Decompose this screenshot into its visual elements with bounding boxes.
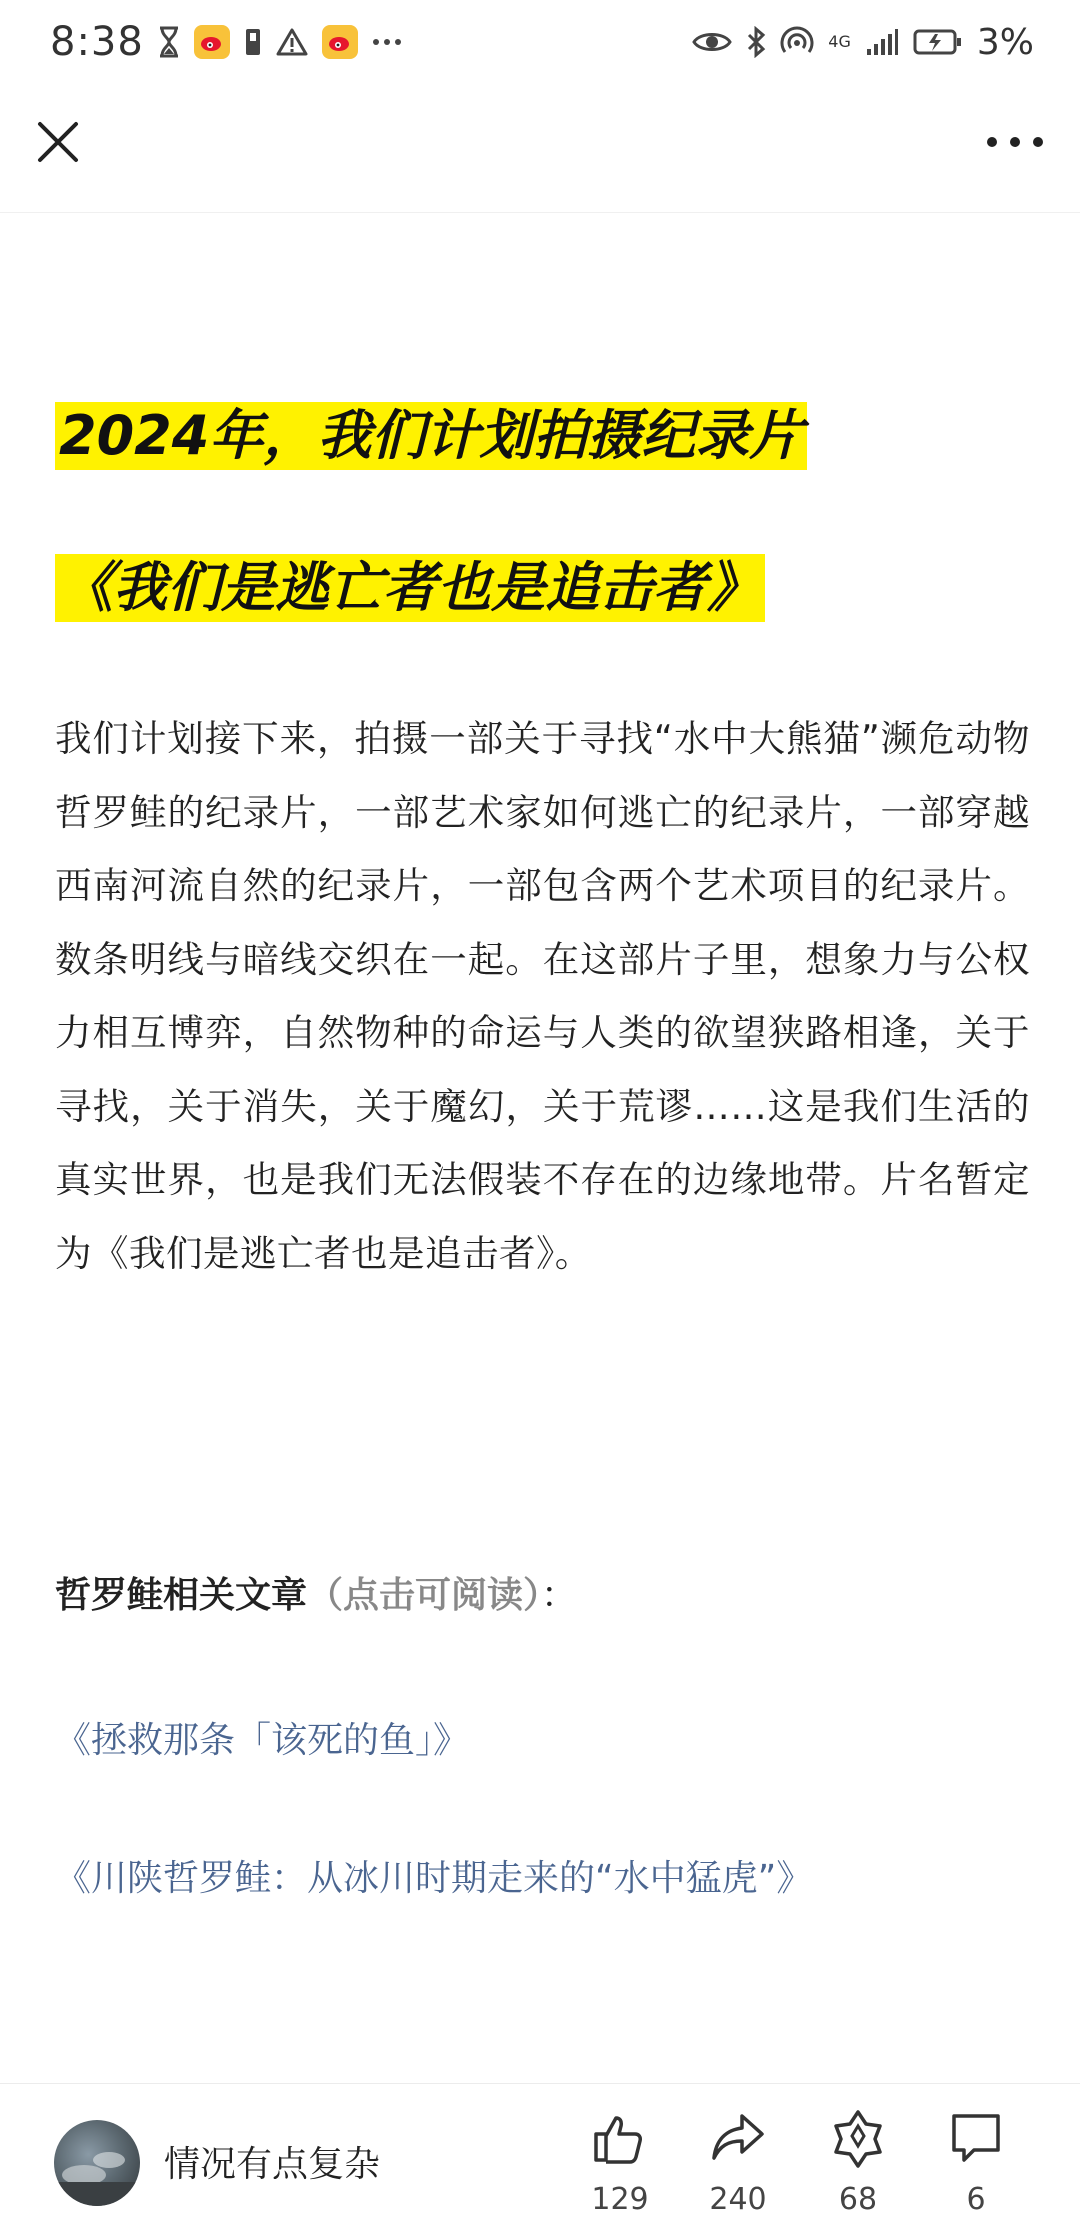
close-icon [30, 114, 86, 170]
related-article-link-2[interactable]: 《川陕哲罗鲑：从冰川时期走来的“水中猛虎”》 [55, 1858, 813, 1899]
share-count: 240 [709, 2182, 767, 2217]
close-button[interactable] [30, 114, 86, 170]
like-button[interactable] [570, 2108, 670, 2228]
status-bar-left [50, 19, 402, 65]
article-title-line2: 《我们是逃亡者也是追击者》 [55, 554, 765, 622]
battery-icon [913, 28, 963, 56]
more-icon [980, 114, 1050, 170]
comment-button[interactable] [926, 2108, 1026, 2228]
collect-count: 68 [838, 2182, 878, 2217]
related-heading-hint: （点击可阅读） [307, 1575, 542, 1616]
comment-count: 6 [966, 2182, 986, 2217]
article-title-line1: 2024年，我们计划拍摄纪录片 [55, 402, 807, 470]
like-count: 129 [591, 2182, 649, 2217]
network-type: 4G [828, 32, 851, 51]
sim-icon [244, 27, 262, 57]
author-name[interactable]: 情况有点复杂 [164, 2144, 381, 2185]
related-article-link-1[interactable]: 《拯救那条「该死的鱼」》 [55, 1720, 470, 1761]
more-dots-icon [372, 38, 402, 46]
clock: 8:38 [50, 19, 144, 65]
related-heading-colon: ： [541, 1575, 578, 1616]
weibo-icon [194, 25, 230, 59]
article-body: 我们计划接下来，拍摄一部关于寻找“水中大熊猫”濒危动物哲罗鲑的纪录片，一部艺术家如何逃亡的纪录片，一部穿越西南河流自然的纪录片，一部包含两个艺术项目的纪录片。数条明线与暗线交织在一起。在这部片子里，想象力与公权力相互博弈，自然物种的命运与人类的欲望狭路相逢，关于寻找，关于消失，关于魔幻，关于荒谬……这是我们生活的真实世界，也是我们无法假装不存在的边缘地带。片名暂定为《我们是逃亡者也是追击者》。 [55, 717, 1030, 1275]
avatar[interactable] [54, 2120, 140, 2206]
hotspot-icon [780, 26, 814, 58]
bluetooth-icon [746, 26, 766, 58]
collect-button[interactable] [808, 2108, 908, 2228]
weibo-icon [322, 25, 358, 59]
related-articles-heading [55, 1567, 577, 1618]
more-button[interactable] [980, 114, 1050, 170]
collect-icon [828, 2108, 888, 2168]
signal-icon [865, 27, 899, 57]
hourglass-icon [158, 26, 180, 58]
share-button[interactable] [688, 2108, 788, 2228]
bottom-action-bar [0, 2083, 1080, 2240]
status-bar [0, 0, 1080, 84]
comment-icon [946, 2108, 1006, 2168]
top-nav [0, 84, 1080, 213]
thumbs-up-icon [590, 2108, 650, 2168]
warning-icon [276, 27, 308, 57]
related-heading-text: 哲罗鲑相关文章 [55, 1575, 308, 1616]
battery-percent: 3% [976, 21, 1034, 63]
eye-icon [692, 28, 732, 56]
share-icon [708, 2108, 768, 2168]
status-bar-right [692, 22, 1034, 63]
